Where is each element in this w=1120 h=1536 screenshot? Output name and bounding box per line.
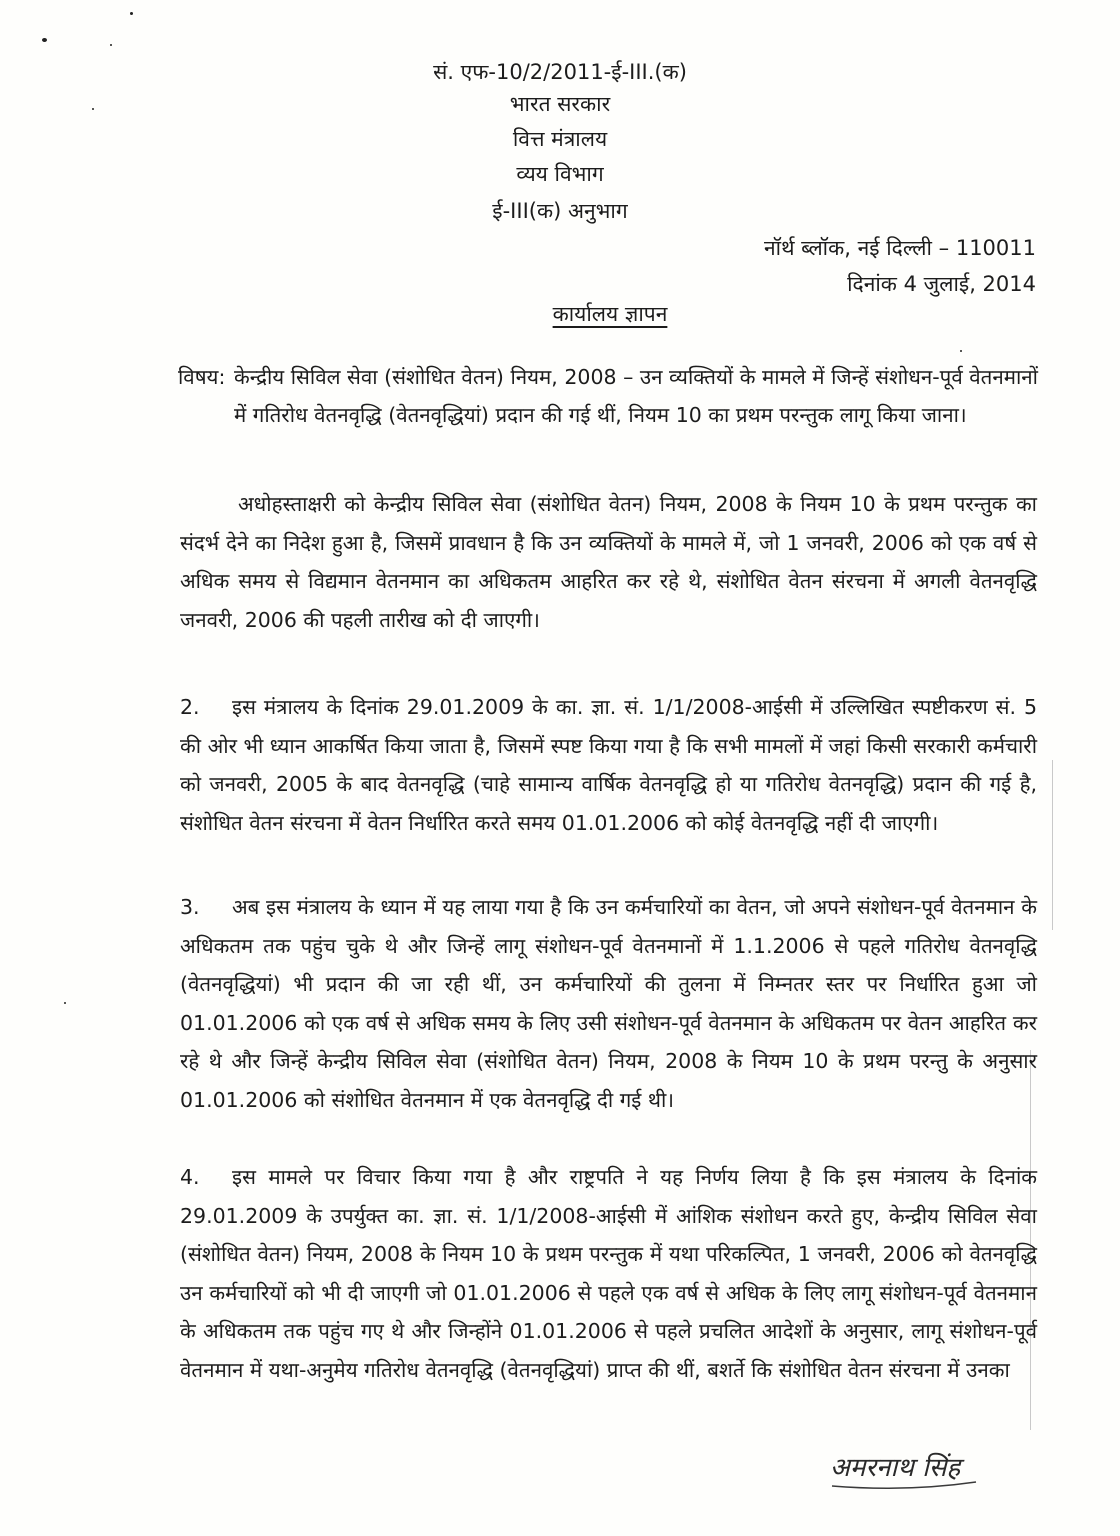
ministry-name: वित्त मंत्रालय (512, 127, 608, 151)
scan-line (1052, 760, 1053, 930)
signature-text: अमरनाथ सिंह (830, 1453, 961, 1483)
government-name: भारत सरकार (509, 92, 611, 116)
subject-text: केन्द्रीय सिविल सेवा (संशोधित वेतन) नियम, 2008 – उन व्यक्तियों के मामले में जिन्हें संशोधन-पूर्व वेतनमानों में गतिरोध वेतनवृद्धि (वेतनवृद्धियां) प्रदान की गई थीं, नियम 10 का प्रथम परन्तुक लागू किया जाना। (234, 365, 1038, 427)
paragraph-3 (180, 888, 1037, 1119)
paragraph-text: इस मामले पर विचार किया गया है और राष्ट्रपति ने यह निर्णय लिया है कि इस मंत्रालय के दिनांक 29.01.2009 के उपर्युक्त का. ज्ञा. सं. 1/1/2008-आईसी में आंशिक संशोधन करते हुए, केन्द्रीय सिविल सेवा (संशोधित वेतन) नियम, 2008 के नियम 10 के प्रथम परन्तुक में यथा परिकल्पित, 1 जनवरी, 2006 को वेतनवृद्धि उन कर्मचारियों को भी दी जाएगी जो 01.01.2006 से पहले एक वर्ष से अधिक के लिए लागू संशोधन-पूर्व वेतनमान के अधिकतम तक पहुंच गए थे और जिन्होंने 01.01.2006 से पहले प्रचलित आदेशों के अनुसार, लागू संशोधन-पूर्व वेतनमान में यथा-अनुमेय गतिरोध वेतनवृद्धि (वेतनवृद्धियां) प्राप्त की थीं, बशर्ते कि संशोधित वेतन संरचना में उनका (180, 1165, 1037, 1382)
subject-block (178, 358, 1038, 434)
file-number: सं. एफ-10/2/2011-ई-III.(क) (433, 60, 687, 84)
paragraph-2 (180, 688, 1037, 842)
office-address: नॉर्थ ब्लॉक, नई दिल्ली – 110011 (763, 236, 1036, 260)
department-name: व्यय विभाग (516, 162, 604, 186)
scan-speck (64, 1002, 66, 1004)
paragraph-4 (180, 1158, 1037, 1389)
paragraph-text: इस मंत्रालय के दिनांक 29.01.2009 के का. ज्ञा. सं. 1/1/2008-आईसी में उल्लिखित स्पष्टीकरण सं. 5 की ओर भी ध्यान आकर्षित किया जाता है, जिसमें स्पष्ट किया गया है कि सभी मामलों में जहां किसी सरकारी कर्मचारी को जनवरी, 2005 के बाद वेतनवृद्धि (चाहे सामान्य वार्षिक वेतनवृद्धि हो या गतिरोध वेतनवृद्धि) प्रदान की गई है, संशोधित वेतन संरचना में वेतन निर्धारित करते समय 01.01.2006 को कोई वेतनवृद्धि नहीं दी जाएगी। (180, 695, 1037, 835)
paragraph-text: अब इस मंत्रालय के ध्यान में यह लाया गया है कि उन कर्मचारियों का वेतन, जो अपने संशोधन-पूर्व वेतनमान के अधिकतम तक पहुंच चुके थे और जिन्हें लागू संशोधन-पूर्व वेतनमानों में 1.1.2006 से पहले गतिरोध वेतनवृद्धि (वेतनवृद्धियां) भी प्रदान की जा रही थीं, उन कर्मचारियों की तुलना में निम्नतर स्तर पर निर्धारित हुआ जो 01.01.2006 को एक वर्ष से अधिक समय के लिए उसी संशोधन-पूर्व वेतनमान के अधिकतम पर वेतन आहरित कर रहे थे और जिन्हें केन्द्रीय सिविल सेवा (संशोधित वेतन) नियम, 2008 के नियम 10 के प्रथम परन्तु के अनुसार 01.01.2006 को संशोधित वेतनमान में एक वेतनवृद्धि दी गई थी। (180, 895, 1037, 1112)
paragraph-number: 4. (180, 1165, 200, 1189)
paragraph-number: 3. (180, 895, 200, 919)
signature (826, 1436, 1026, 1496)
scan-speck (110, 44, 112, 46)
scan-speck (92, 108, 94, 110)
scan-speck (42, 38, 47, 42)
paragraph-1: अधोहस्ताक्षरी को केन्द्रीय सिविल सेवा (संशोधित वेतन) नियम, 2008 के नियम 10 के प्रथम परन्तुक का संदर्भ देने का निदेश हुआ है, जिसमें प्रावधान है कि उन व्यक्तियों के मामले में, जो 1 जनवरी, 2006 को एक वर्ष से अधिक समय से विद्यमान वेतनमान का अधिकतम आहरित कर रहे थे, संशोधित वेतन संरचना में अगली वेतनवृद्धि जनवरी, 2006 की पहली तारीख को दी जाएगी। (180, 492, 1037, 632)
paragraph-number: 2. (180, 695, 200, 719)
memo-date: दिनांक 4 जुलाई, 2014 (847, 272, 1036, 296)
memo-title: कार्यालय ज्ञापन (552, 302, 668, 326)
section-name: ई-III(क) अनुभाग (492, 199, 628, 223)
scan-speck (130, 12, 133, 15)
subject-label: विषय: (178, 365, 226, 389)
scan-speck (960, 350, 962, 352)
signature-graphic (826, 1436, 1026, 1496)
